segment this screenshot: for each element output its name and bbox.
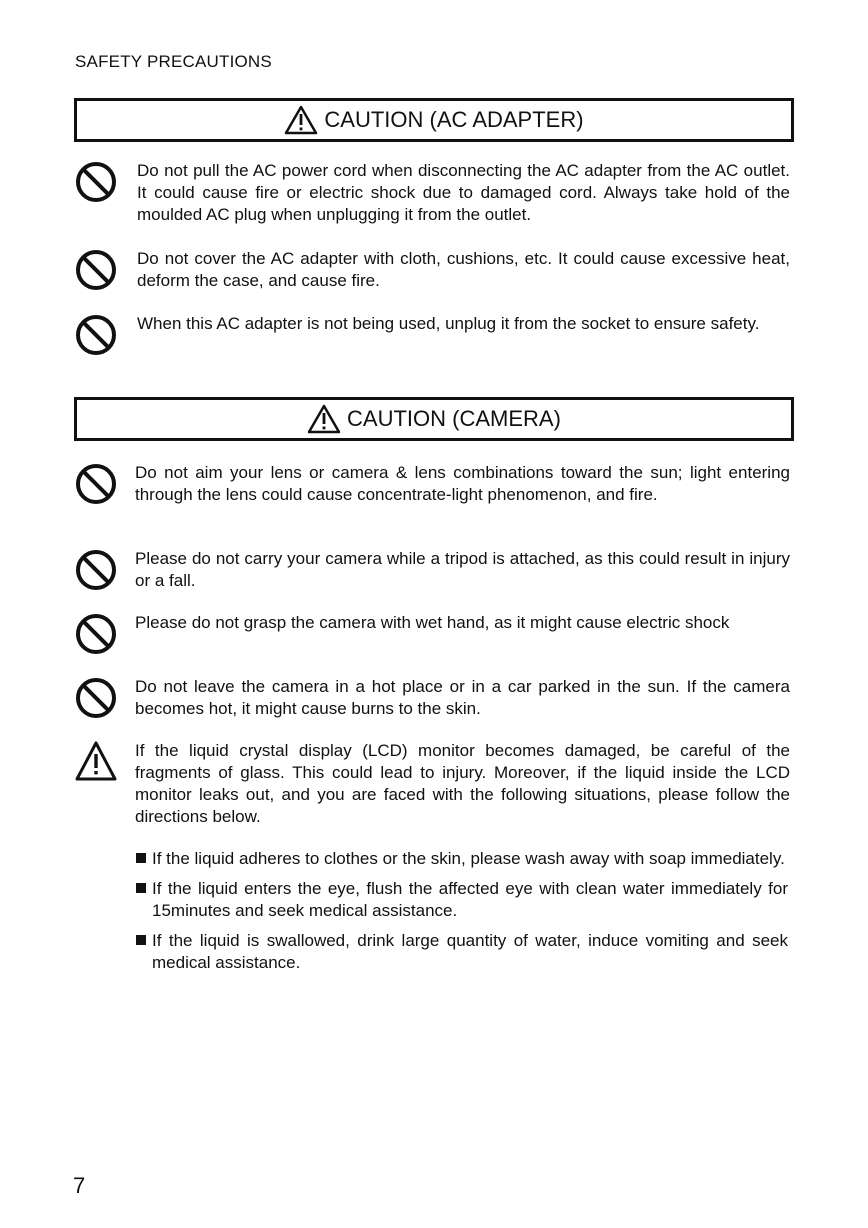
list-item — [74, 676, 790, 720]
prohibited-icon — [74, 248, 118, 292]
bullet-item: If the liquid enters the eye, flush the affected eye with clean water immediately for 15minutes and seek medical assistance. — [136, 878, 788, 922]
caution-title: CAUTION (AC ADAPTER) — [324, 107, 584, 132]
item-text: Do not cover the AC adapter with cloth, cushions, etc. It could cause excessive heat, deform the case, and cause fire. — [137, 249, 790, 290]
caution-header-camera — [74, 397, 794, 441]
warning-triangle-icon — [307, 404, 341, 434]
list-item — [74, 160, 790, 226]
warning-triangle-icon — [284, 105, 318, 135]
list-item — [74, 462, 790, 506]
prohibited-icon — [74, 462, 118, 506]
list-item — [74, 548, 790, 592]
item-text: Please do not grasp the camera with wet hand, as it might cause electric shock — [135, 613, 730, 632]
item-text: Do not pull the AC power cord when disconnecting the AC adapter from the AC outlet. It could cause fire or electric shock due to damaged cord. Always take hold of the moulded AC plug when unplugging it from the outlet. — [137, 161, 790, 224]
prohibited-icon — [74, 612, 118, 656]
list-item — [74, 313, 790, 357]
bullet-list — [136, 848, 788, 982]
running-head: SAFETY PRECAUTIONS — [75, 52, 272, 71]
item-text: When this AC adapter is not being used, unplug it from the socket to ensure safety. — [137, 314, 760, 333]
item-text: If the liquid crystal display (LCD) monitor becomes damaged, be careful of the fragments of glass. This could lead to injury. Moreover, if the liquid inside the LCD monitor leaks out, and you are faced with the following situations, please follow the directions below. — [135, 741, 790, 826]
list-item — [74, 740, 790, 828]
item-text: Do not aim your lens or camera & lens combinations toward the sun; light entering through the lens could cause concentrate-light phenomenon, and fire. — [135, 463, 790, 504]
warning-triangle-icon — [74, 740, 118, 782]
page-number: 7 — [73, 1173, 86, 1198]
prohibited-icon — [74, 676, 118, 720]
item-text: Do not leave the camera in a hot place or in a car parked in the sun. If the camera becomes hot, it might cause burns to the skin. — [135, 677, 790, 718]
prohibited-icon — [74, 160, 118, 204]
bullet-item: If the liquid is swallowed, drink large quantity of water, induce vomiting and seek medical assistance. — [136, 930, 788, 974]
prohibited-icon — [74, 548, 118, 592]
list-item — [74, 248, 790, 292]
caution-title: CAUTION (CAMERA) — [347, 406, 561, 431]
prohibited-icon — [74, 313, 118, 357]
list-item — [74, 612, 790, 656]
bullet-item: If the liquid adheres to clothes or the skin, please wash away with soap immediately. — [136, 848, 788, 870]
item-text: Please do not carry your camera while a tripod is attached, as this could result in injury or a fall. — [135, 549, 790, 590]
caution-header-ac-adapter — [74, 98, 794, 142]
square-bullet-icon — [136, 853, 146, 863]
square-bullet-icon — [136, 935, 146, 945]
square-bullet-icon — [136, 883, 146, 893]
